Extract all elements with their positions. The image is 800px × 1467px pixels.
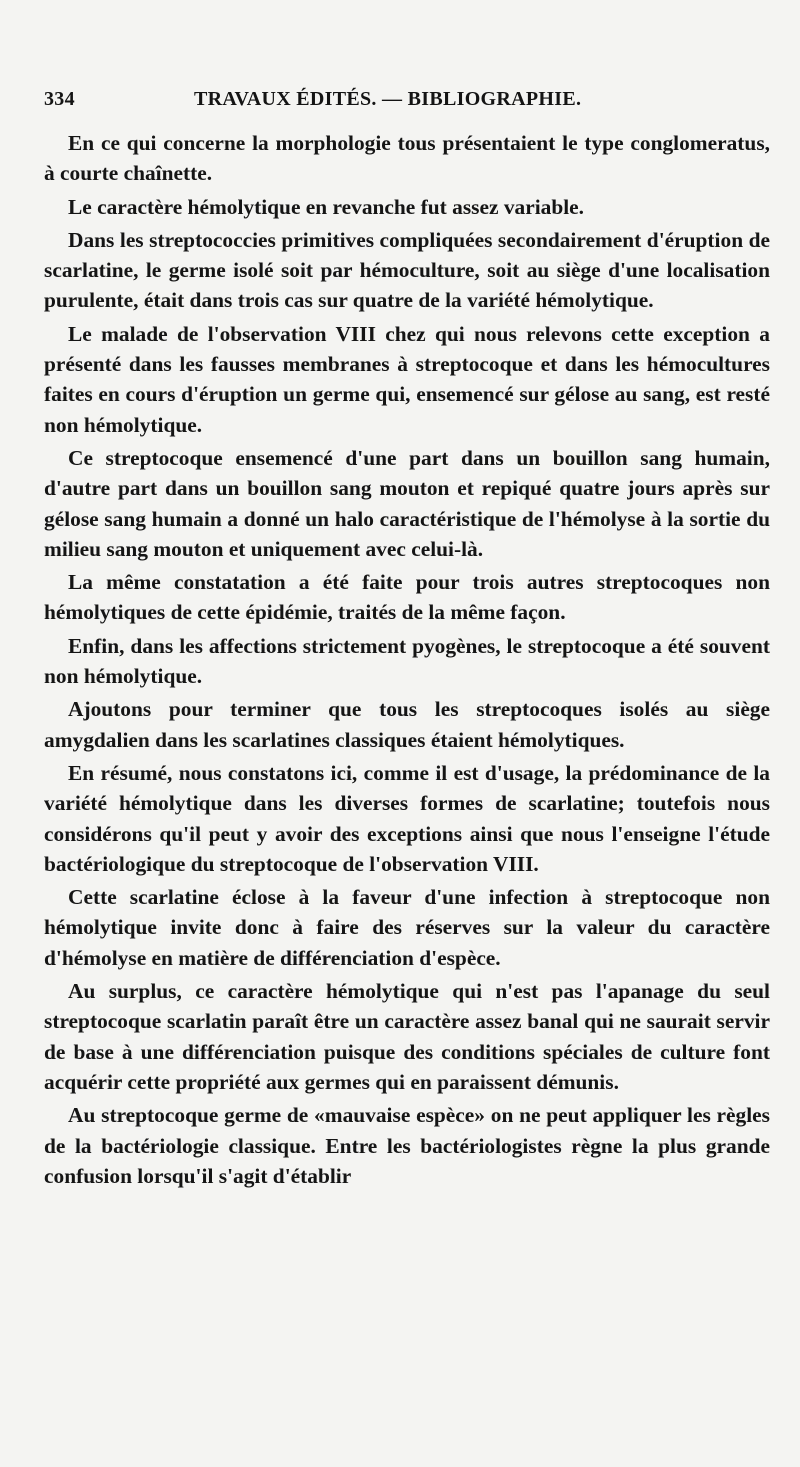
- paragraph: Cette scarlatine éclose à la faveur d'une infection à streptocoque non hémolytique invite donc à faire des réserves sur la valeur du caractère d'hémolyse en matière de différenciation d'espèce.: [44, 885, 770, 970]
- paragraph: Ajoutons pour terminer que tous les streptocoques isolés au siège amygdalien dans les scarlatines classiques étaient hémolytiques.: [44, 697, 770, 752]
- paragraph: Le caractère hémolytique en revanche fut assez variable.: [68, 194, 585, 219]
- paragraph: Au surplus, ce caractère hémolytique qui n'est pas l'apanage du seul streptocoque scarlatin paraît être un caractère assez banal qui ne saurait servir de base à une différenciation puisque des conditions spéciales de culture font acquérir cette propriété aux germes qui en paraissent démunis.: [44, 979, 770, 1094]
- paragraph: En résumé, nous constatons ici, comme il est d'usage, la prédominance de la variété hémolytique dans les diverses formes de scarlatine; toutefois nous considérons qu'il peut y avoir des exceptions ainsi que nous l'enseigne l'étude bactériologique du streptocoque de l'observation VIII.: [44, 760, 770, 876]
- page-header: [44, 88, 794, 118]
- paragraph: Le malade de l'observation VIII chez qui nous relevons cette exception a présenté dans les fausses membranes à streptocoque et dans les hémocultures faites en cours d'éruption un germe qui, ensemencé sur gélose au sang, est resté non hémolytique.: [44, 321, 770, 437]
- paragraph: Au streptocoque germe de «mauvaise espèce» on ne peut appliquer les règles de la bactériologie classique. Entre les bactériologistes règne la plus grande confusion lorsqu'il s'agit d'établir: [44, 1103, 770, 1188]
- paragraph: La même constatation a été faite pour trois autres streptocoques non hémolytiques de cette épidémie, traités de la même façon.: [44, 570, 770, 625]
- paragraph: Enfin, dans les affections strictement pyogènes, le streptocoque a été souvent non hémolytique.: [44, 633, 770, 689]
- paragraph: Ce streptocoque ensemencé d'une part dans un bouillon sang humain, d'autre part dans un bouillon sang mouton et repiqué quatre jours après sur gélose sang humain a donné un halo caractéristique de l'hémolyse à la sortie du milieu sang mouton et uniquement avec celui-là.: [44, 445, 770, 561]
- page-number: 334: [44, 88, 75, 110]
- paragraph: En ce qui concerne la morphologie tous présentaient le type conglomeratus, à courte chaînette.: [44, 131, 770, 186]
- running-head: TRAVAUX ÉDITÉS. — BIBLIOGRAPHIE.: [194, 88, 582, 110]
- paragraph: Dans les streptococcies primitives compliquées secondairement d'éruption de scarlatine, le germe isolé soit par hémoculture, soit au siège d'une localisation purulente, était dans trois cas sur quatre de la variété hémolytique.: [44, 227, 770, 313]
- body-text: [44, 128, 770, 1194]
